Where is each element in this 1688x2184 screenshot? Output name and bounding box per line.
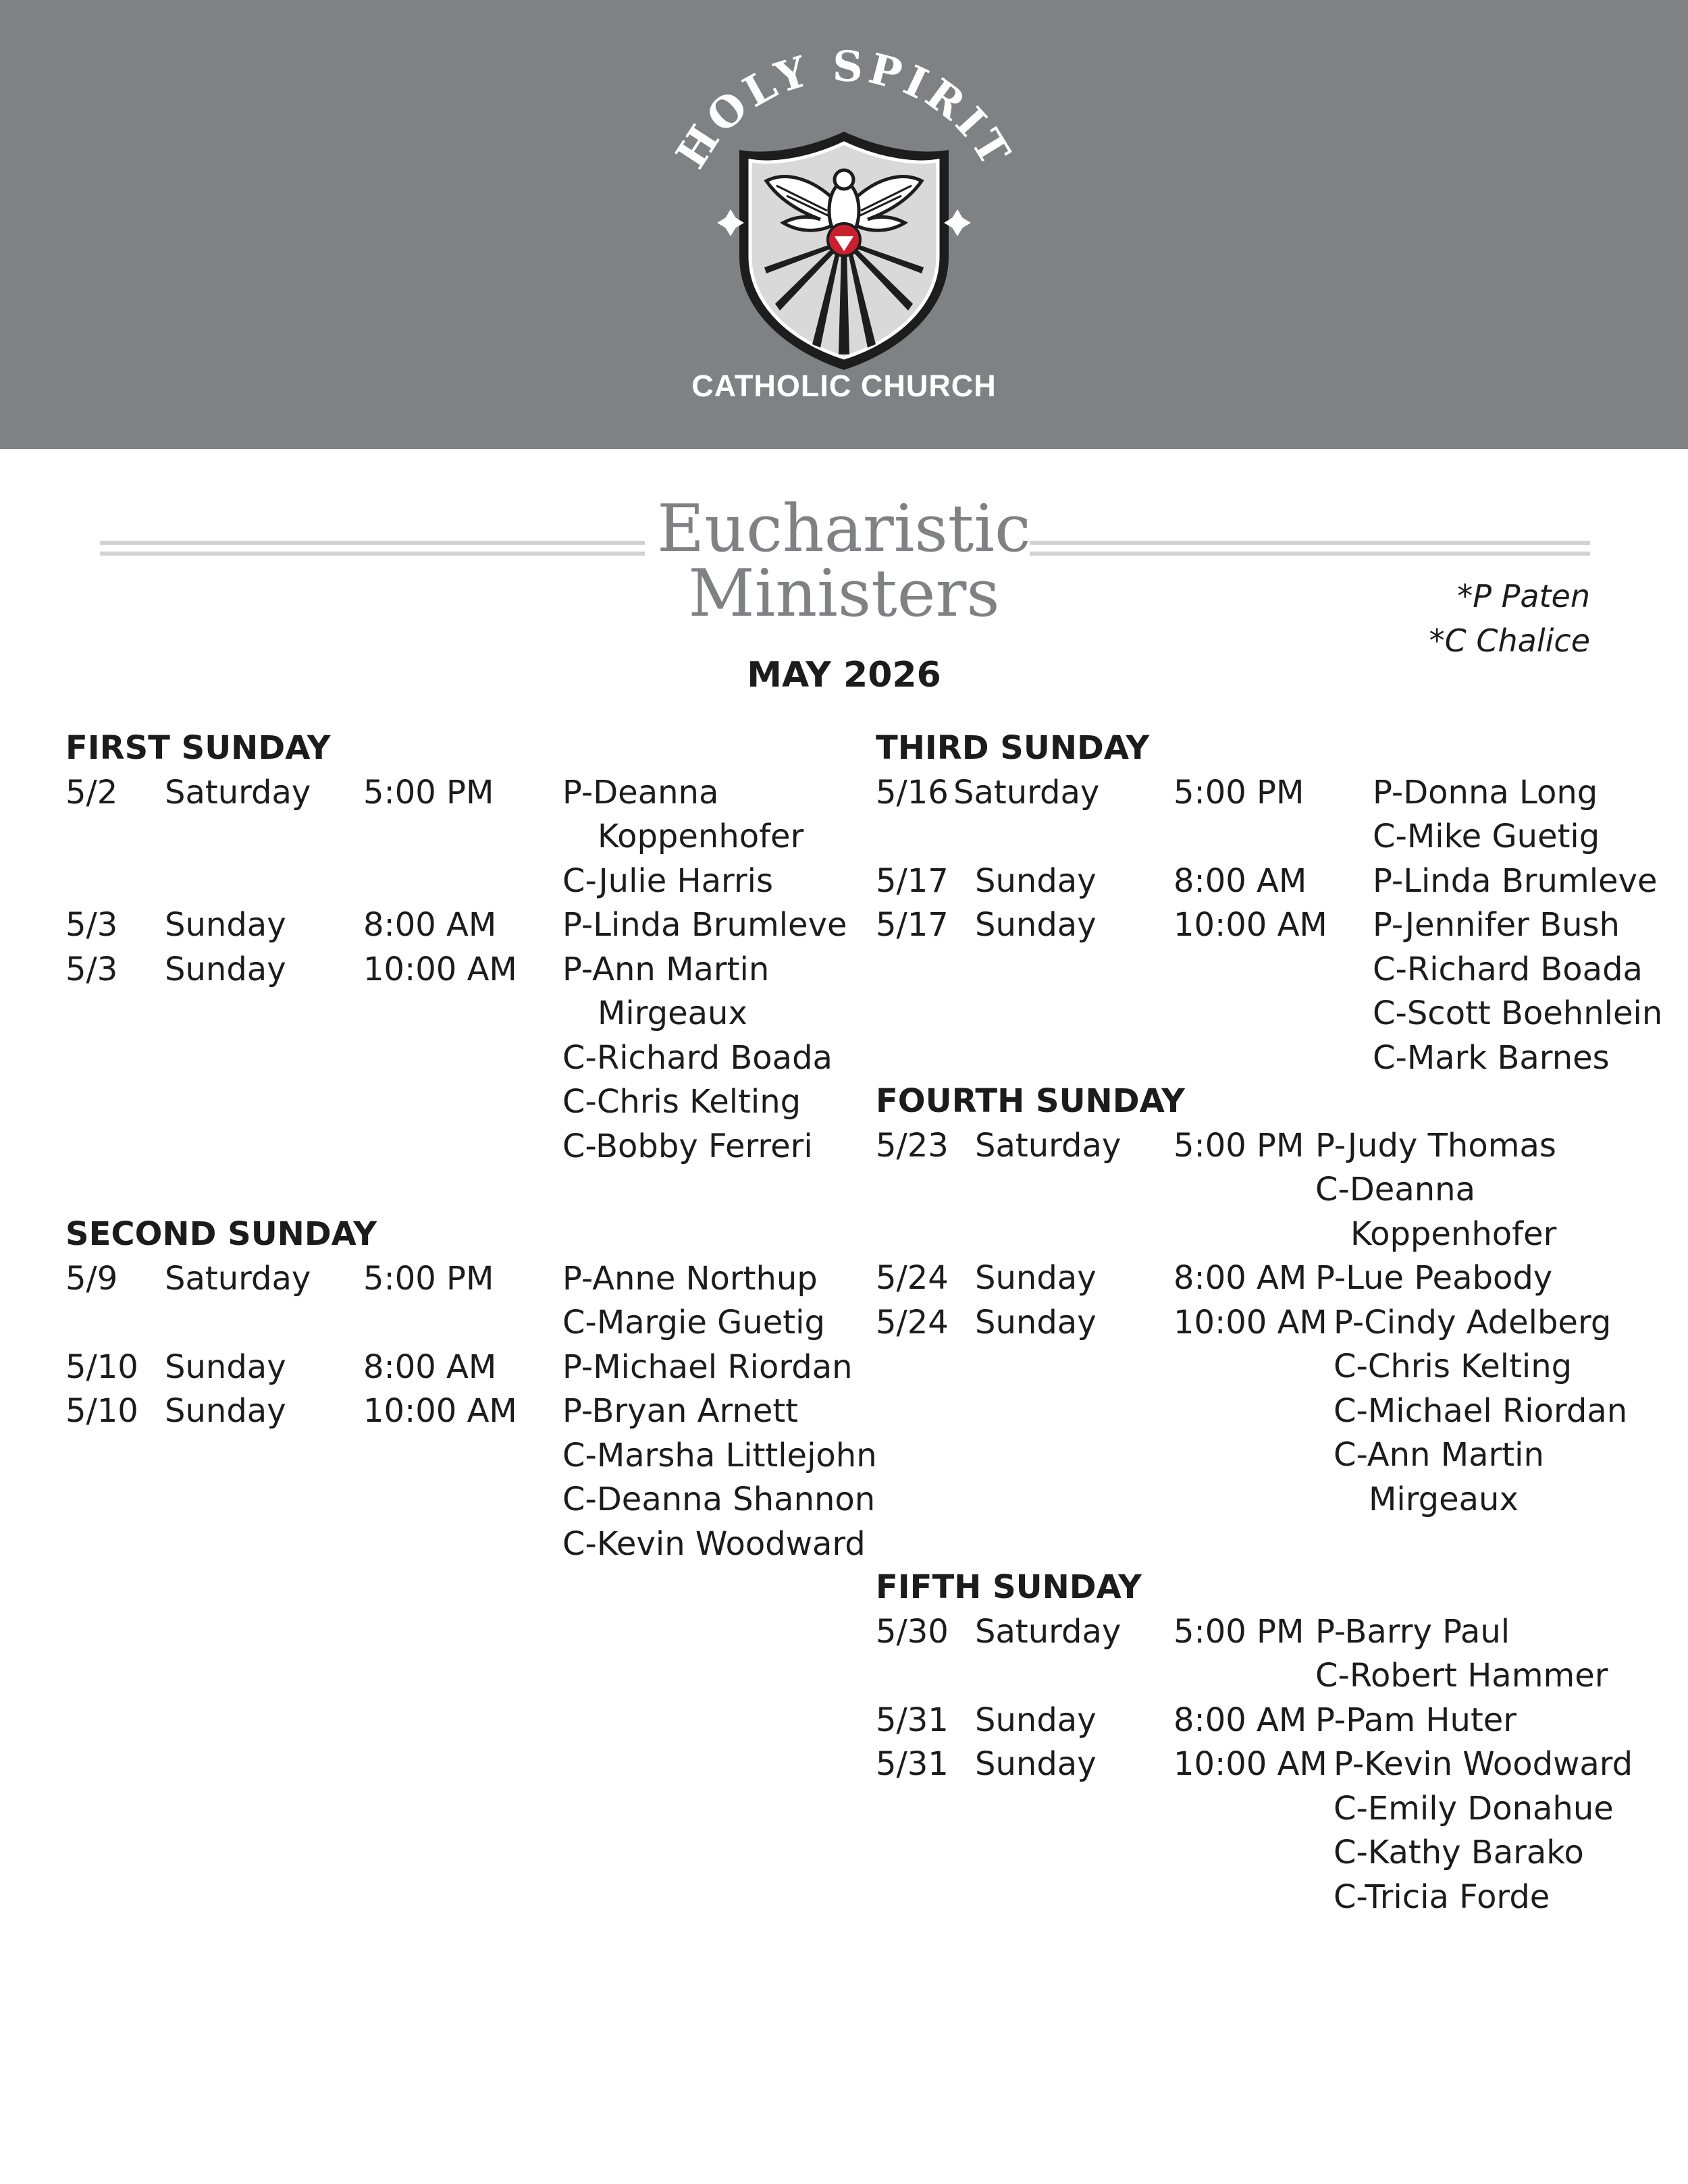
- minister-name: C-Julie Harris: [562, 861, 774, 900]
- schedule-date: 5/24: [876, 1259, 949, 1297]
- minister-name: P-Pam Huter: [1315, 1701, 1517, 1739]
- schedule-date: 5/31: [876, 1745, 949, 1783]
- schedule-day: Saturday: [165, 1259, 311, 1298]
- minister-name: C-Tricia Forde: [1334, 1877, 1550, 1916]
- schedule-time: 10:00 AM: [1173, 1745, 1327, 1783]
- minister-name: P-Michael Riordan: [562, 1348, 853, 1386]
- section-heading: FOURTH SUNDAY: [876, 1082, 1185, 1120]
- section-heading: FIRST SUNDAY: [65, 729, 331, 767]
- schedule-day: Sunday: [975, 1303, 1097, 1341]
- minister-name: C-Kevin Woodward: [562, 1524, 866, 1563]
- minister-name: P-Deanna: [562, 773, 719, 811]
- minister-name: P-Anne Northup: [562, 1259, 818, 1298]
- schedule-date: 5/31: [876, 1701, 949, 1739]
- minister-name: C-Bobby Ferreri: [562, 1127, 813, 1165]
- schedule-day: Sunday: [165, 1348, 286, 1386]
- minister-name: C-Deanna: [1315, 1171, 1475, 1208]
- schedule-day: Sunday: [975, 1701, 1097, 1739]
- logo-arc-text: HOLY SPIRIT: [666, 41, 1022, 178]
- schedule-date: 5/10: [65, 1392, 138, 1430]
- schedule-day: Saturday: [953, 773, 1100, 811]
- schedule-day: Sunday: [975, 1745, 1097, 1783]
- minister-name: Koppenhofer: [1350, 1215, 1557, 1253]
- minister-name: Mirgeaux: [1369, 1480, 1519, 1518]
- schedule-time: 8:00 AM: [1173, 1259, 1307, 1297]
- schedule-date: 5/16: [876, 773, 949, 811]
- minister-name: C-Chris Kelting: [562, 1083, 801, 1121]
- legend: [1429, 574, 1590, 663]
- minister-name: Koppenhofer: [598, 818, 804, 855]
- minister-name: P-Judy Thomas: [1315, 1126, 1556, 1165]
- minister-name: C-Deanna Shannon: [562, 1481, 876, 1518]
- schedule-date: 5/30: [876, 1612, 949, 1651]
- schedule-date: 5/10: [65, 1348, 138, 1386]
- title-line-1: Eucharistic: [657, 491, 1031, 566]
- minister-name: C-Marsha Littlejohn: [562, 1436, 877, 1474]
- minister-name: C-Robert Hammer: [1315, 1657, 1608, 1695]
- logo-subtitle: CATHOLIC CHURCH: [691, 369, 997, 403]
- minister-name: C-Kathy Barako: [1334, 1834, 1584, 1871]
- schedule-date: 5/3: [65, 906, 118, 944]
- schedule-time: 10:00 AM: [363, 1392, 517, 1430]
- minister-name: P-Linda Brumleve: [1373, 861, 1658, 900]
- schedule-day: Saturday: [975, 1612, 1122, 1651]
- minister-name: P-Barry Paul: [1315, 1612, 1510, 1651]
- schedule-date: 5/17: [876, 861, 949, 900]
- minister-name: C-Scott Boehnlein: [1373, 994, 1663, 1032]
- schedule-time: 5:00 PM: [363, 773, 494, 811]
- schedule-date: 5/9: [65, 1259, 118, 1298]
- schedule-day: Sunday: [975, 1259, 1097, 1297]
- schedule-time: 5:00 PM: [1173, 1126, 1304, 1165]
- section-heading: FIFTH SUNDAY: [876, 1568, 1142, 1606]
- schedule-day: Sunday: [165, 1392, 286, 1430]
- minister-name: P-Lue Peabody: [1315, 1259, 1553, 1297]
- minister-name: P-Kevin Woodward: [1334, 1745, 1633, 1783]
- schedule-day: Saturday: [165, 773, 311, 811]
- schedule-day: Sunday: [975, 861, 1097, 900]
- schedule-date: 5/2: [65, 773, 118, 811]
- legend-paten: *P Paten: [1457, 578, 1590, 614]
- minister-name: C-Ann Martin: [1334, 1436, 1544, 1474]
- schedule-day: Sunday: [165, 906, 286, 944]
- minister-name: C-Emily Donahue: [1334, 1789, 1614, 1828]
- schedule-day: Sunday: [975, 906, 1097, 944]
- schedule-time: 8:00 AM: [1173, 861, 1307, 900]
- schedule-date: 5/24: [876, 1303, 949, 1341]
- minister-name: Mirgeaux: [598, 994, 747, 1032]
- schedule-time: 8:00 AM: [363, 906, 497, 944]
- minister-name: P-Jennifer Bush: [1373, 906, 1620, 944]
- minister-name: C-Mark Barnes: [1373, 1038, 1610, 1077]
- month-heading: MAY 2026: [747, 655, 941, 695]
- schedule-time: 10:00 AM: [363, 950, 517, 988]
- schedule-time: 5:00 PM: [1173, 773, 1304, 811]
- schedule-time: 5:00 PM: [1173, 1612, 1304, 1651]
- header-band: [0, 0, 1688, 449]
- minister-name: C-Michael Riordan: [1334, 1391, 1628, 1430]
- minister-name: P-Cindy Adelberg: [1334, 1303, 1612, 1341]
- minister-name: P-Linda Brumleve: [562, 906, 847, 944]
- schedule-time: 10:00 AM: [1173, 906, 1327, 944]
- section-heading: THIRD SUNDAY: [876, 729, 1150, 767]
- minister-name: P-Ann Martin: [562, 950, 770, 988]
- schedule-time: 10:00 AM: [1173, 1303, 1327, 1341]
- section-heading: SECOND SUNDAY: [65, 1215, 377, 1253]
- legend-chalice: *C Chalice: [1429, 622, 1590, 659]
- title-line-2: Ministers: [688, 556, 1000, 631]
- minister-name: C-Chris Kelting: [1334, 1348, 1573, 1385]
- schedule-time: 8:00 AM: [1173, 1701, 1307, 1739]
- schedule-day: Sunday: [165, 950, 286, 988]
- schedule-time: 5:00 PM: [363, 1259, 494, 1298]
- minister-name: C-Mike Guetig: [1373, 818, 1600, 855]
- schedule-date: 5/23: [876, 1126, 949, 1165]
- minister-name: P-Donna Long: [1373, 773, 1598, 811]
- minister-name: P-Bryan Arnett: [562, 1392, 798, 1430]
- schedule-date: 5/3: [65, 950, 118, 988]
- minister-name: C-Margie Guetig: [562, 1304, 825, 1341]
- minister-name: C-Richard Boada: [562, 1038, 833, 1077]
- schedule-day: Saturday: [975, 1126, 1122, 1165]
- minister-name: C-Richard Boada: [1373, 950, 1643, 988]
- schedule-date: 5/17: [876, 906, 949, 944]
- schedule-time: 8:00 AM: [363, 1348, 497, 1386]
